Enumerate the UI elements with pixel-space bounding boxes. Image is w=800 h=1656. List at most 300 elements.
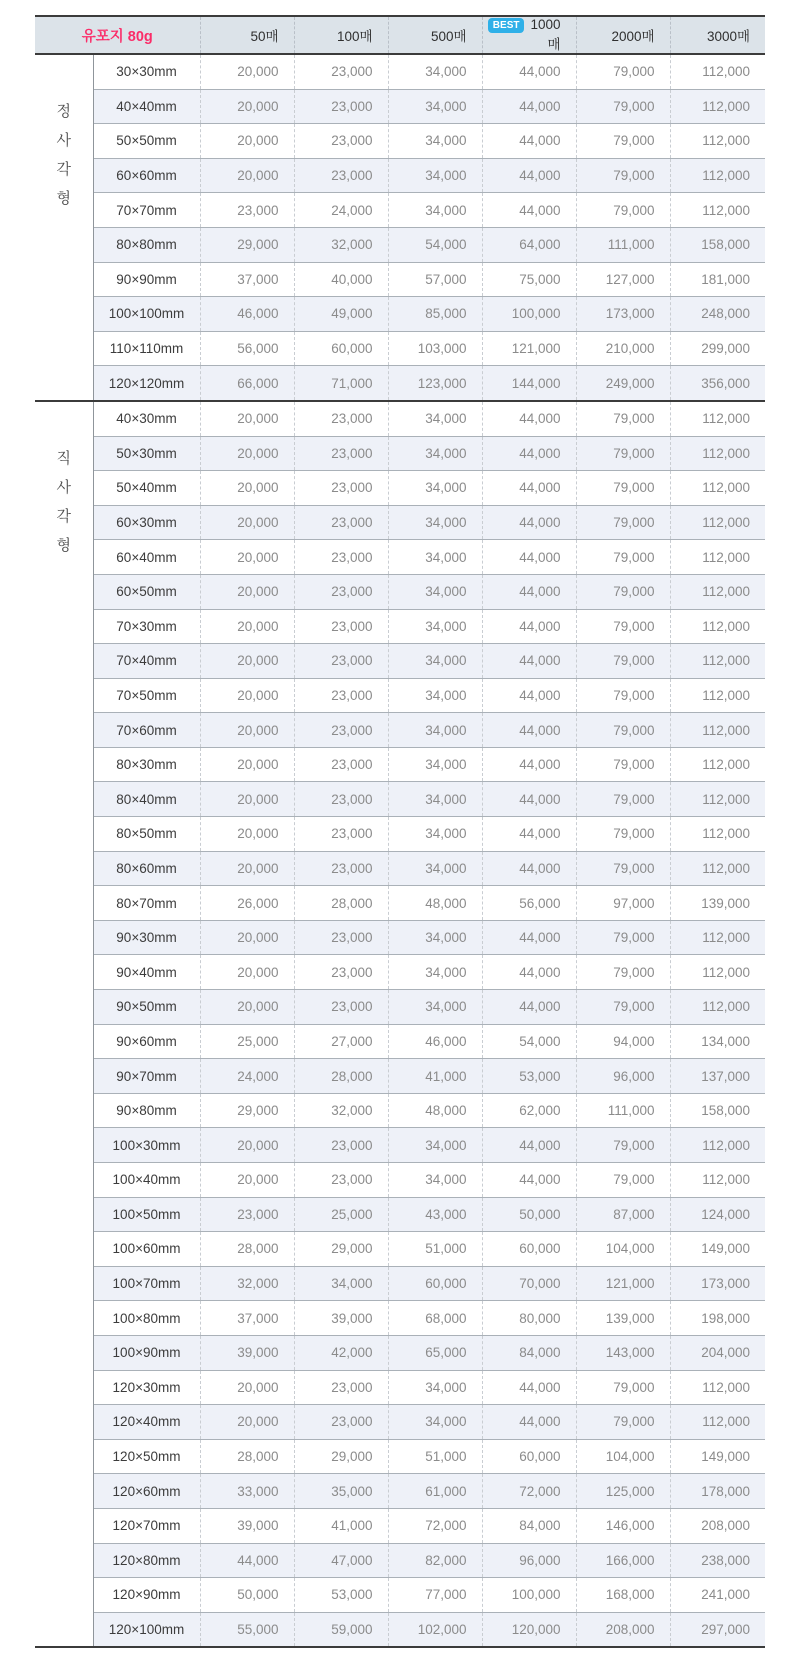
- size-cell: 120×90mm: [93, 1578, 200, 1613]
- price-cell: 79,000: [576, 401, 670, 436]
- price-cell: 79,000: [576, 505, 670, 540]
- price-cell: 79,000: [576, 1405, 670, 1440]
- price-cell: 137,000: [670, 1059, 765, 1094]
- price-cell: 23,000: [294, 505, 388, 540]
- price-cell: 85,000: [388, 297, 482, 332]
- price-cell: 50,000: [200, 1578, 294, 1613]
- price-cell: 44,000: [482, 54, 576, 89]
- price-cell: 20,000: [200, 955, 294, 990]
- price-cell: 26,000: [200, 886, 294, 921]
- price-cell: 112,000: [670, 851, 765, 886]
- price-cell: 23,000: [294, 436, 388, 471]
- price-cell: 238,000: [670, 1543, 765, 1578]
- table-row: [35, 331, 765, 366]
- price-cell: 29,000: [200, 1093, 294, 1128]
- price-cell: 44,000: [482, 990, 576, 1025]
- price-cell: 208,000: [670, 1508, 765, 1543]
- price-cell: 20,000: [200, 644, 294, 679]
- price-cell: 34,000: [388, 1163, 482, 1198]
- table-row: [35, 1508, 765, 1543]
- size-cell: 100×90mm: [93, 1335, 200, 1370]
- price-cell: 23,000: [294, 782, 388, 817]
- price-cell: 79,000: [576, 158, 670, 193]
- price-cell: 112,000: [670, 990, 765, 1025]
- price-cell: 79,000: [576, 609, 670, 644]
- price-cell: 28,000: [294, 1059, 388, 1094]
- price-cell: 28,000: [200, 1439, 294, 1474]
- price-cell: 20,000: [200, 436, 294, 471]
- price-cell: 20,000: [200, 1370, 294, 1405]
- table-row: [35, 920, 765, 955]
- price-cell: 39,000: [200, 1508, 294, 1543]
- size-cell: 110×110mm: [93, 331, 200, 366]
- price-cell: 112,000: [670, 644, 765, 679]
- price-cell: 23,000: [294, 1405, 388, 1440]
- price-cell: 96,000: [482, 1543, 576, 1578]
- table-row: [35, 193, 765, 228]
- size-cell: 40×40mm: [93, 89, 200, 124]
- price-cell: 44,000: [482, 747, 576, 782]
- table-row: [35, 851, 765, 886]
- table-row: [35, 1163, 765, 1198]
- shape-group: [35, 401, 765, 1647]
- table-row: [35, 713, 765, 748]
- price-cell: 64,000: [482, 227, 576, 262]
- price-cell: 178,000: [670, 1474, 765, 1509]
- price-cell: 20,000: [200, 471, 294, 506]
- table-row: [35, 124, 765, 159]
- price-cell: 40,000: [294, 262, 388, 297]
- price-cell: 79,000: [576, 851, 670, 886]
- price-cell: 34,000: [388, 990, 482, 1025]
- price-cell: 112,000: [670, 1405, 765, 1440]
- price-cell: 80,000: [482, 1301, 576, 1336]
- price-cell: 37,000: [200, 1301, 294, 1336]
- size-cell: 80×80mm: [93, 227, 200, 262]
- price-cell: 127,000: [576, 262, 670, 297]
- table-row: [35, 1232, 765, 1267]
- price-cell: 112,000: [670, 471, 765, 506]
- quantity-column-header: BEST 1000매: [482, 16, 576, 54]
- price-cell: 121,000: [576, 1266, 670, 1301]
- size-cell: 100×100mm: [93, 297, 200, 332]
- price-cell: 79,000: [576, 1370, 670, 1405]
- price-cell: 79,000: [576, 713, 670, 748]
- price-cell: 34,000: [388, 817, 482, 852]
- size-cell: 120×100mm: [93, 1612, 200, 1647]
- price-cell: 34,000: [388, 1128, 482, 1163]
- table-row: [35, 1612, 765, 1647]
- price-cell: 32,000: [294, 1093, 388, 1128]
- price-cell: 79,000: [576, 817, 670, 852]
- price-cell: 46,000: [200, 297, 294, 332]
- price-cell: 23,000: [200, 1197, 294, 1232]
- table-row: [35, 1370, 765, 1405]
- price-cell: 34,000: [388, 609, 482, 644]
- price-cell: 24,000: [294, 193, 388, 228]
- price-cell: 34,000: [388, 158, 482, 193]
- size-cell: 90×40mm: [93, 955, 200, 990]
- price-cell: 112,000: [670, 920, 765, 955]
- price-cell: 79,000: [576, 124, 670, 159]
- price-cell: 112,000: [670, 505, 765, 540]
- price-cell: 20,000: [200, 54, 294, 89]
- size-cell: 90×90mm: [93, 262, 200, 297]
- price-cell: 111,000: [576, 1093, 670, 1128]
- price-cell: 44,000: [482, 436, 576, 471]
- price-cell: 143,000: [576, 1335, 670, 1370]
- size-cell: 50×40mm: [93, 471, 200, 506]
- price-cell: 79,000: [576, 644, 670, 679]
- price-cell: 139,000: [670, 886, 765, 921]
- price-cell: 44,000: [482, 1370, 576, 1405]
- price-cell: 198,000: [670, 1301, 765, 1336]
- price-cell: 44,000: [482, 782, 576, 817]
- price-cell: 134,000: [670, 1024, 765, 1059]
- group-label-char: 형: [56, 190, 71, 207]
- price-cell: 23,000: [294, 124, 388, 159]
- price-cell: 75,000: [482, 262, 576, 297]
- size-cell: 90×60mm: [93, 1024, 200, 1059]
- price-cell: 23,000: [294, 609, 388, 644]
- price-cell: 51,000: [388, 1232, 482, 1267]
- price-cell: 71,000: [294, 366, 388, 401]
- price-cell: 112,000: [670, 955, 765, 990]
- price-cell: 112,000: [670, 158, 765, 193]
- price-cell: 57,000: [388, 262, 482, 297]
- quantity-column-header: 500매: [388, 16, 482, 54]
- price-cell: 60,000: [388, 1266, 482, 1301]
- price-cell: 32,000: [200, 1266, 294, 1301]
- price-cell: 20,000: [200, 851, 294, 886]
- price-cell: 23,000: [294, 158, 388, 193]
- price-cell: 112,000: [670, 1128, 765, 1163]
- size-cell: 70×50mm: [93, 678, 200, 713]
- price-cell: 34,000: [388, 471, 482, 506]
- price-cell: 70,000: [482, 1266, 576, 1301]
- price-cell: 79,000: [576, 747, 670, 782]
- price-cell: 173,000: [670, 1266, 765, 1301]
- price-cell: 23,000: [294, 471, 388, 506]
- table-row: [35, 644, 765, 679]
- price-cell: 44,000: [482, 193, 576, 228]
- price-cell: 20,000: [200, 920, 294, 955]
- price-cell: 144,000: [482, 366, 576, 401]
- price-cell: 48,000: [388, 1093, 482, 1128]
- shape-group: [35, 54, 765, 401]
- size-cell: 60×30mm: [93, 505, 200, 540]
- price-cell: 120,000: [482, 1612, 576, 1647]
- price-cell: 44,000: [482, 540, 576, 575]
- price-cell: 158,000: [670, 227, 765, 262]
- price-cell: 87,000: [576, 1197, 670, 1232]
- price-cell: 241,000: [670, 1578, 765, 1613]
- price-cell: 20,000: [200, 505, 294, 540]
- price-cell: 34,000: [388, 644, 482, 679]
- size-cell: 80×60mm: [93, 851, 200, 886]
- table-row: [35, 366, 765, 401]
- price-cell: 72,000: [482, 1474, 576, 1509]
- size-cell: 90×30mm: [93, 920, 200, 955]
- price-cell: 79,000: [576, 471, 670, 506]
- price-cell: 34,000: [294, 1266, 388, 1301]
- group-label-char: 직: [56, 449, 71, 467]
- price-cell: 20,000: [200, 747, 294, 782]
- size-cell: 60×60mm: [93, 158, 200, 193]
- price-cell: 100,000: [482, 297, 576, 332]
- price-cell: 47,000: [294, 1543, 388, 1578]
- price-cell: 79,000: [576, 920, 670, 955]
- price-cell: 82,000: [388, 1543, 482, 1578]
- price-cell: 65,000: [388, 1335, 482, 1370]
- size-cell: 70×60mm: [93, 713, 200, 748]
- price-cell: 23,000: [294, 89, 388, 124]
- price-cell: 44,000: [482, 89, 576, 124]
- table-row: [35, 1128, 765, 1163]
- price-cell: 41,000: [294, 1508, 388, 1543]
- table-row: [35, 609, 765, 644]
- price-cell: 41,000: [388, 1059, 482, 1094]
- price-cell: 35,000: [294, 1474, 388, 1509]
- table-row: [35, 471, 765, 506]
- table-row: [35, 54, 765, 89]
- size-cell: 120×60mm: [93, 1474, 200, 1509]
- size-cell: 90×50mm: [93, 990, 200, 1025]
- price-cell: 44,000: [482, 124, 576, 159]
- table-row: [35, 1197, 765, 1232]
- price-cell: 249,000: [576, 366, 670, 401]
- price-cell: 20,000: [200, 574, 294, 609]
- price-cell: 34,000: [388, 540, 482, 575]
- price-cell: 46,000: [388, 1024, 482, 1059]
- table-header: [35, 16, 765, 54]
- size-cell: 120×120mm: [93, 366, 200, 401]
- size-cell: 30×30mm: [116, 64, 177, 80]
- price-cell: 23,000: [294, 817, 388, 852]
- price-cell: 23,000: [294, 1163, 388, 1198]
- price-cell: 39,000: [200, 1335, 294, 1370]
- quantity-column-header: 100매: [294, 16, 388, 54]
- price-cell: 23,000: [200, 193, 294, 228]
- price-cell: 112,000: [670, 124, 765, 159]
- price-cell: 44,000: [482, 817, 576, 852]
- table-row: [35, 955, 765, 990]
- price-cell: 44,000: [482, 713, 576, 748]
- price-cell: 100,000: [482, 1578, 576, 1613]
- price-cell: 39,000: [294, 1301, 388, 1336]
- price-cell: 34,000: [388, 505, 482, 540]
- price-cell: 44,000: [482, 158, 576, 193]
- price-cell: 34,000: [388, 574, 482, 609]
- table-row: [35, 886, 765, 921]
- price-cell: 44,000: [482, 1405, 576, 1440]
- table-row: [35, 1543, 765, 1578]
- price-cell: 34,000: [388, 436, 482, 471]
- price-cell: 104,000: [576, 1439, 670, 1474]
- price-cell: 44,000: [482, 401, 576, 436]
- price-cell: 112,000: [670, 817, 765, 852]
- price-cell: 23,000: [294, 678, 388, 713]
- price-cell: 60,000: [482, 1232, 576, 1267]
- table-row: [35, 89, 765, 124]
- price-cell: 173,000: [576, 297, 670, 332]
- price-cell: 79,000: [576, 990, 670, 1025]
- group-label-char: 각: [56, 161, 71, 178]
- price-cell: 112,000: [670, 747, 765, 782]
- price-cell: 166,000: [576, 1543, 670, 1578]
- price-cell: 77,000: [388, 1578, 482, 1613]
- price-cell: 37,000: [200, 262, 294, 297]
- size-cell: 90×80mm: [93, 1093, 200, 1128]
- table-row: [35, 678, 765, 713]
- group-label-char: 사: [56, 132, 71, 149]
- price-cell: 44,000: [482, 1163, 576, 1198]
- price-cell: 23,000: [294, 955, 388, 990]
- size-cell: 100×60mm: [93, 1232, 200, 1267]
- table-row: [35, 158, 765, 193]
- price-cell: 34,000: [388, 782, 482, 817]
- price-cell: 61,000: [388, 1474, 482, 1509]
- price-cell: 53,000: [482, 1059, 576, 1094]
- quantity-column-header: 50매: [200, 16, 294, 54]
- price-cell: 56,000: [200, 331, 294, 366]
- table-row: [35, 1301, 765, 1336]
- size-cell: 120×80mm: [93, 1543, 200, 1578]
- size-cell: 100×40mm: [93, 1163, 200, 1198]
- price-cell: 20,000: [200, 678, 294, 713]
- price-cell: 34,000: [388, 713, 482, 748]
- table-row: [35, 540, 765, 575]
- price-cell: 20,000: [200, 817, 294, 852]
- price-cell: 112,000: [670, 540, 765, 575]
- price-cell: 23,000: [294, 1370, 388, 1405]
- table-row: [35, 1405, 765, 1440]
- price-cell: 125,000: [576, 1474, 670, 1509]
- price-cell: 96,000: [576, 1059, 670, 1094]
- price-cell: 112,000: [670, 713, 765, 748]
- price-cell: 56,000: [482, 886, 576, 921]
- price-cell: 112,000: [670, 401, 765, 436]
- price-cell: 44,000: [482, 1128, 576, 1163]
- price-cell: 54,000: [482, 1024, 576, 1059]
- paper-type-header: 유포지 80g: [35, 16, 200, 54]
- table-row: [35, 1439, 765, 1474]
- table-row: [35, 227, 765, 262]
- table-row: [35, 747, 765, 782]
- price-cell: 121,000: [482, 331, 576, 366]
- group-label-char: 사: [56, 478, 71, 496]
- price-cell: 299,000: [670, 331, 765, 366]
- price-cell: 44,000: [482, 574, 576, 609]
- price-cell: 42,000: [294, 1335, 388, 1370]
- table-row: [35, 574, 765, 609]
- price-cell: 356,000: [670, 366, 765, 401]
- size-cell: 120×70mm: [93, 1508, 200, 1543]
- table-row: [35, 1474, 765, 1509]
- price-cell: 49,000: [294, 297, 388, 332]
- price-cell: 20,000: [200, 1163, 294, 1198]
- price-cell: 44,000: [482, 955, 576, 990]
- price-cell: 51,000: [388, 1439, 482, 1474]
- price-cell: 34,000: [388, 851, 482, 886]
- price-cell: 20,000: [200, 1128, 294, 1163]
- price-cell: 34,000: [388, 678, 482, 713]
- price-cell: 112,000: [670, 574, 765, 609]
- price-cell: 34,000: [388, 124, 482, 159]
- price-cell: 68,000: [388, 1301, 482, 1336]
- price-cell: 84,000: [482, 1335, 576, 1370]
- price-cell: 44,000: [482, 678, 576, 713]
- quantity-column-header: 3000매: [670, 16, 765, 54]
- table-row: [35, 1093, 765, 1128]
- quantity-column-header: 2000매: [576, 16, 670, 54]
- price-cell: 60,000: [294, 331, 388, 366]
- size-cell: 120×50mm: [93, 1439, 200, 1474]
- price-cell: 72,000: [388, 1508, 482, 1543]
- price-cell: 44,000: [482, 609, 576, 644]
- price-cell: 104,000: [576, 1232, 670, 1267]
- price-cell: 34,000: [388, 401, 482, 436]
- size-cell: 80×40mm: [93, 782, 200, 817]
- price-cell: 103,000: [388, 331, 482, 366]
- price-cell: 146,000: [576, 1508, 670, 1543]
- price-cell: 44,000: [482, 920, 576, 955]
- price-cell: 34,000: [388, 747, 482, 782]
- price-cell: 112,000: [670, 609, 765, 644]
- size-cell: 50×50mm: [93, 124, 200, 159]
- price-cell: 34,000: [388, 89, 482, 124]
- size-cell: 100×30mm: [93, 1128, 200, 1163]
- price-cell: 20,000: [200, 713, 294, 748]
- table-row: [35, 990, 765, 1025]
- size-cell: 60×50mm: [93, 574, 200, 609]
- price-cell: 34,000: [388, 54, 482, 89]
- price-cell: 84,000: [482, 1508, 576, 1543]
- price-cell: 44,000: [482, 644, 576, 679]
- price-cell: 297,000: [670, 1612, 765, 1647]
- price-cell: 112,000: [670, 89, 765, 124]
- price-cell: 112,000: [670, 1163, 765, 1198]
- price-cell: 79,000: [576, 54, 670, 89]
- size-cell: 40×30mm: [116, 411, 177, 427]
- price-cell: 44,000: [482, 851, 576, 886]
- price-cell: 112,000: [670, 193, 765, 228]
- size-cell: 70×40mm: [93, 644, 200, 679]
- price-cell: 28,000: [200, 1232, 294, 1267]
- price-cell: 34,000: [388, 955, 482, 990]
- price-cell: 79,000: [576, 574, 670, 609]
- price-cell: 20,000: [200, 1405, 294, 1440]
- price-cell: 20,000: [200, 609, 294, 644]
- price-cell: 66,000: [200, 366, 294, 401]
- price-cell: 25,000: [200, 1024, 294, 1059]
- price-cell: 112,000: [670, 782, 765, 817]
- size-cell: 60×40mm: [93, 540, 200, 575]
- price-cell: 102,000: [388, 1612, 482, 1647]
- price-cell: 20,000: [200, 540, 294, 575]
- table-row: [35, 505, 765, 540]
- price-cell: 23,000: [294, 540, 388, 575]
- price-cell: 79,000: [576, 782, 670, 817]
- price-cell: 23,000: [294, 1128, 388, 1163]
- table-row: [35, 817, 765, 852]
- price-cell: 139,000: [576, 1301, 670, 1336]
- group-label-char: 정: [56, 103, 71, 120]
- price-cell: 23,000: [294, 574, 388, 609]
- group-label-char: 형: [56, 536, 71, 554]
- price-cell: 112,000: [670, 54, 765, 89]
- table-row: [35, 297, 765, 332]
